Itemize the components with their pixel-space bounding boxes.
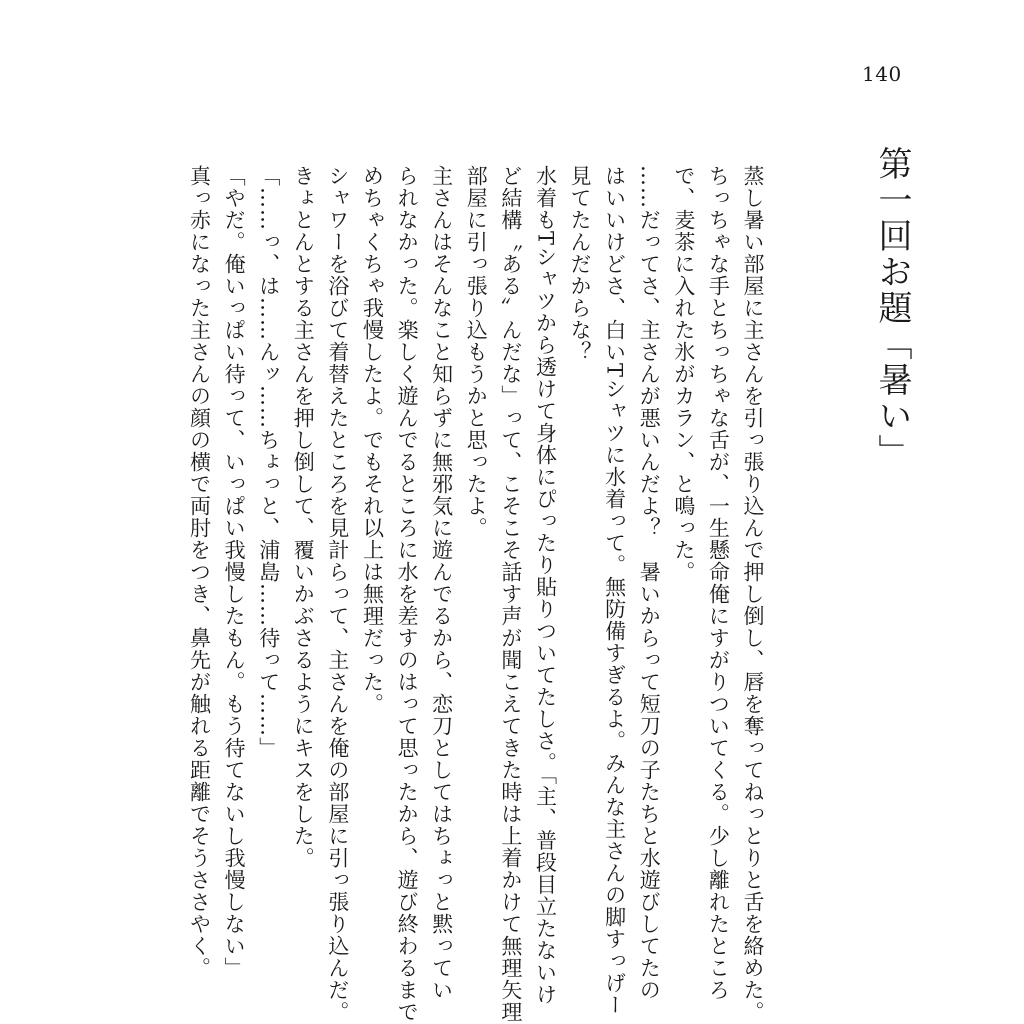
body-text: [145, 165, 770, 1023]
page-number: 140: [862, 62, 902, 86]
text-line: ……だってさ、主さんが悪いんだよ？ 暑いからって短刀の子たちと水遊びしてたの: [637, 165, 662, 1001]
text-line: られなかった。楽しく遊んでるところに水を差すのはって思ったから、遊び終わるまで: [395, 165, 420, 1023]
text-line: 蒸し暑い部屋に主さんを引っ張り込んで押し倒し、唇を奪ってねっとりと舌を絡めた。: [741, 165, 765, 1023]
text-line: 「……っ、は……んッ……ちょっと、浦島……待って……」: [256, 165, 281, 759]
text-line: 「やだ。俺いっぱい待って、いっぱい我慢したもん。もう待てないし我慢しない」: [222, 165, 247, 979]
text-line: ちっちゃな手とちっちゃな舌が、一生懸命俺にすがりついてくる。少し離れたところ: [706, 165, 731, 1001]
text-line: 見てたんだからな？: [568, 165, 593, 363]
text-line: めちゃくちゃ我慢したよ。でもそれ以上は無理だった。: [360, 165, 385, 715]
text-line: 真っ赤になった主さんの顔の横で両肘をつき、鼻先が触れる距離でそうささやく。: [187, 165, 212, 979]
text-line: ど結構〝ある〟んだな」って、こそこそ話す声が聞こえてきた時は上着かけて無理矢理: [498, 165, 523, 1023]
chapter-title: 第一回お題「暑い」: [872, 146, 912, 470]
text-line: 部屋に引っ張り込もうかと思ったよ。: [464, 165, 489, 539]
text-line: はいいけどさ、白いTシャツに水着って。無防備すぎるよ。みんな主さんの脚すっげー: [602, 165, 627, 1017]
text-line: 水着もTシャツから透けて身体にぴったり貼りついてたしさ。「主、普段目立たないけ: [533, 165, 558, 1006]
text-line: きょとんとする主さんを押し倒して、覆いかぶさるようにキスをした。: [291, 165, 316, 869]
text-line: シャワーを浴びて着替えたところを見計らって、主さんを俺の部屋に引っ張り込んだ。: [325, 165, 350, 1023]
text-line: 主さんはそんなこと知らずに無邪気に遊んでるから、恋刀としてはちょっと黙ってい: [429, 165, 454, 1001]
text-line: で、麦茶に入れた氷がカラン、と鳴った。: [671, 165, 696, 583]
